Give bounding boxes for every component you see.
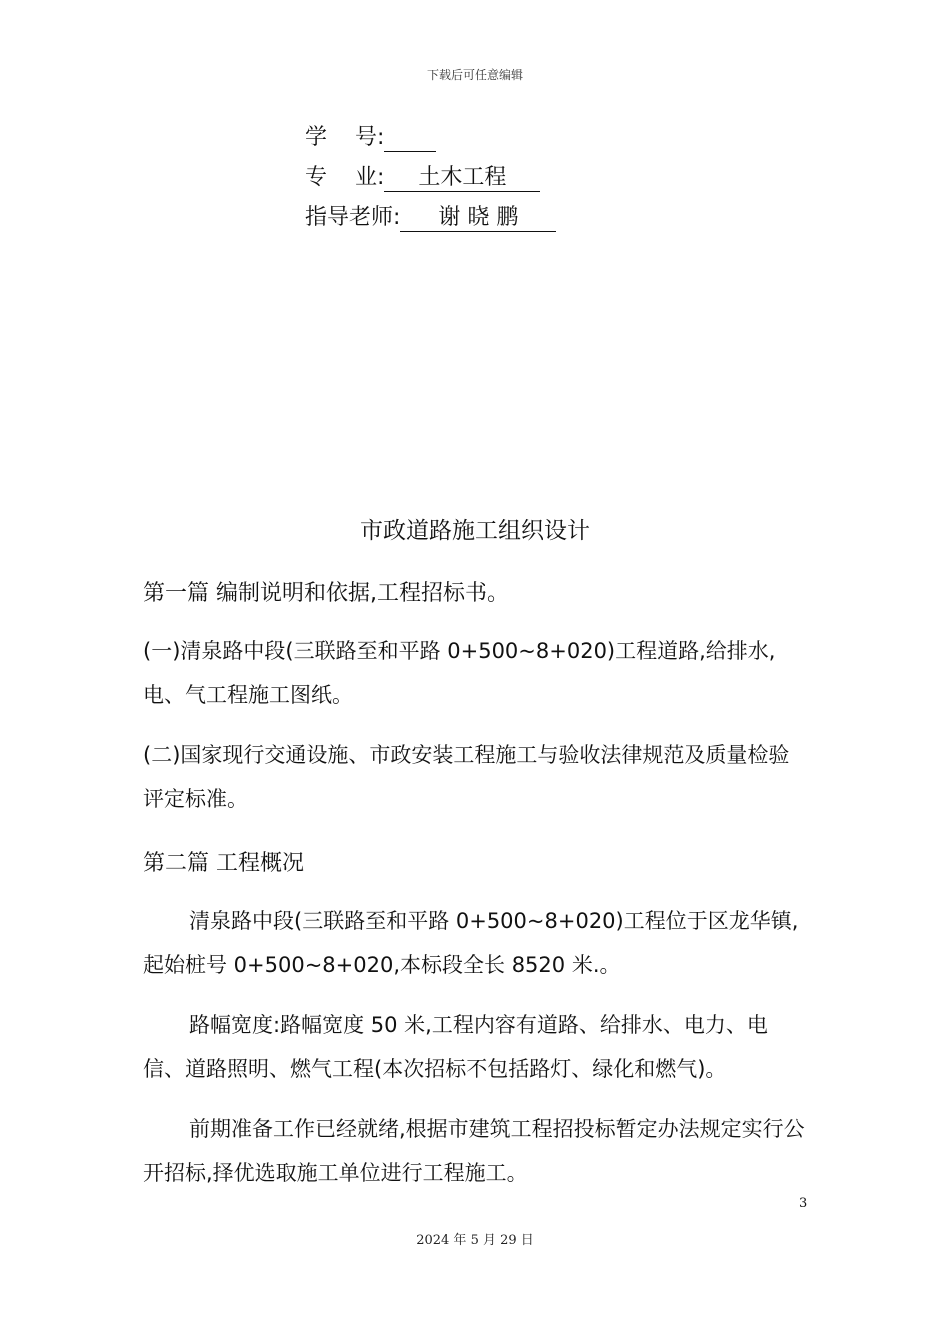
section2-para3: 前期准备工作已经就绪,根据市建筑工程招投标暂定办法规定实行公开招标,择优选取施工单位进行工程施工。 (143, 1117, 805, 1185)
section1-item2: (二)国家现行交通设施、市政安装工程施工与验收法律规范及质量检验评定标准。 (143, 743, 790, 811)
section1-item1: (一)清泉路中段(三联路至和平路 0+500~8+020)工程道路,给排水,电、气工程施工图纸。 (143, 639, 776, 707)
section2-para2: 路幅宽度:路幅宽度 50 米,工程内容有道路、给排水、电力、电信、道路照明、燃气工程(本次招标不包括路灯、绿化和燃气)。 (143, 1013, 768, 1081)
advisor-value: 谢 晓 鹏 (400, 206, 556, 232)
section1-heading: 第一篇 编制说明和依据,工程招标书。 (143, 581, 509, 606)
student-id-label: 学 号: (305, 125, 385, 150)
student-id-value (384, 126, 436, 152)
section2-para1: 清泉路中段(三联路至和平路 0+500~8+020)工程位于区龙华镇,起始桩号 0+500~8+020,本标段全长 8520 米.。 (143, 909, 799, 977)
major-label: 专 业: (305, 165, 385, 190)
footer-date: 2024 年 5 月 29 日 (416, 1233, 534, 1248)
advisor-row (305, 200, 556, 232)
major-value: 土木工程 (384, 166, 540, 192)
major-row (305, 160, 540, 192)
document-title: 市政道路施工组织设计 (360, 518, 590, 544)
section2-heading: 第二篇 工程概况 (143, 851, 304, 876)
page-number: 3 (799, 1196, 808, 1211)
advisor-label: 指导老师: (305, 205, 401, 230)
header-note: 下载后可任意编辑 (426, 68, 523, 82)
student-id-row (305, 120, 436, 152)
